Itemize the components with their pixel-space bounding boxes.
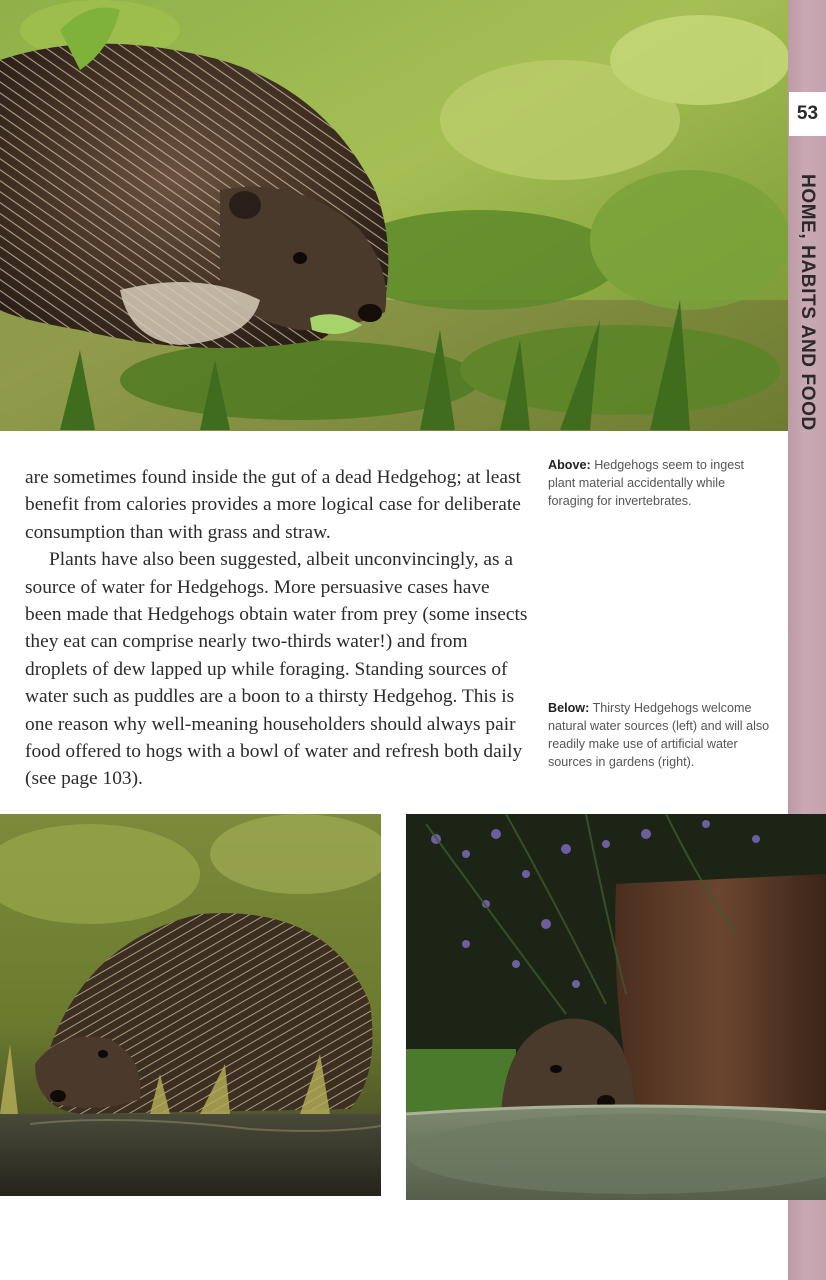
page-number: 53 bbox=[789, 92, 826, 136]
caption-above-text: Hedgehogs seem to ingest plant material accidentally while foraging for invertebrates. bbox=[548, 458, 745, 508]
paragraph-2: Plants have also been suggested, albeit unconvincingly, as a source of water for Hedgehogs. More persuasive cases have been made that Hedgehogs obtain water from prey (some insects they eat can comprise nearly two-thirds water!) and from droplets of dew lapped up while foraging. Standing sources of water such as puddles are a boon to a thirsty Hedgehog. This is one reason why well-meaning householders should always pair food offered to hogs with a bowl of water and refresh both daily (see page 103). bbox=[25, 549, 528, 790]
photo-hedgehog-foraging bbox=[0, 0, 788, 431]
body-text bbox=[25, 464, 530, 793]
caption-below-lead: Below: bbox=[548, 701, 590, 715]
photo-hedgehog-puddle bbox=[0, 814, 381, 1196]
photo-hedgehog-water-dish bbox=[406, 814, 826, 1200]
caption-below-text: Thirsty Hedgehogs welcome natural water sources (left) and will also readily make use of artificial water sources in gardens (right). bbox=[548, 701, 770, 769]
section-tab bbox=[789, 136, 826, 816]
caption-below bbox=[548, 699, 770, 771]
caption-above-lead: Above: bbox=[548, 458, 591, 472]
caption-above bbox=[548, 456, 770, 510]
section-title: HOME, HABITS AND FOOD bbox=[797, 174, 818, 431]
paragraph-1: are sometimes found inside the gut of a dead Hedgehog; at least benefit from calories provides a more logical case for deliberate consumption than with grass and straw. bbox=[25, 467, 521, 543]
